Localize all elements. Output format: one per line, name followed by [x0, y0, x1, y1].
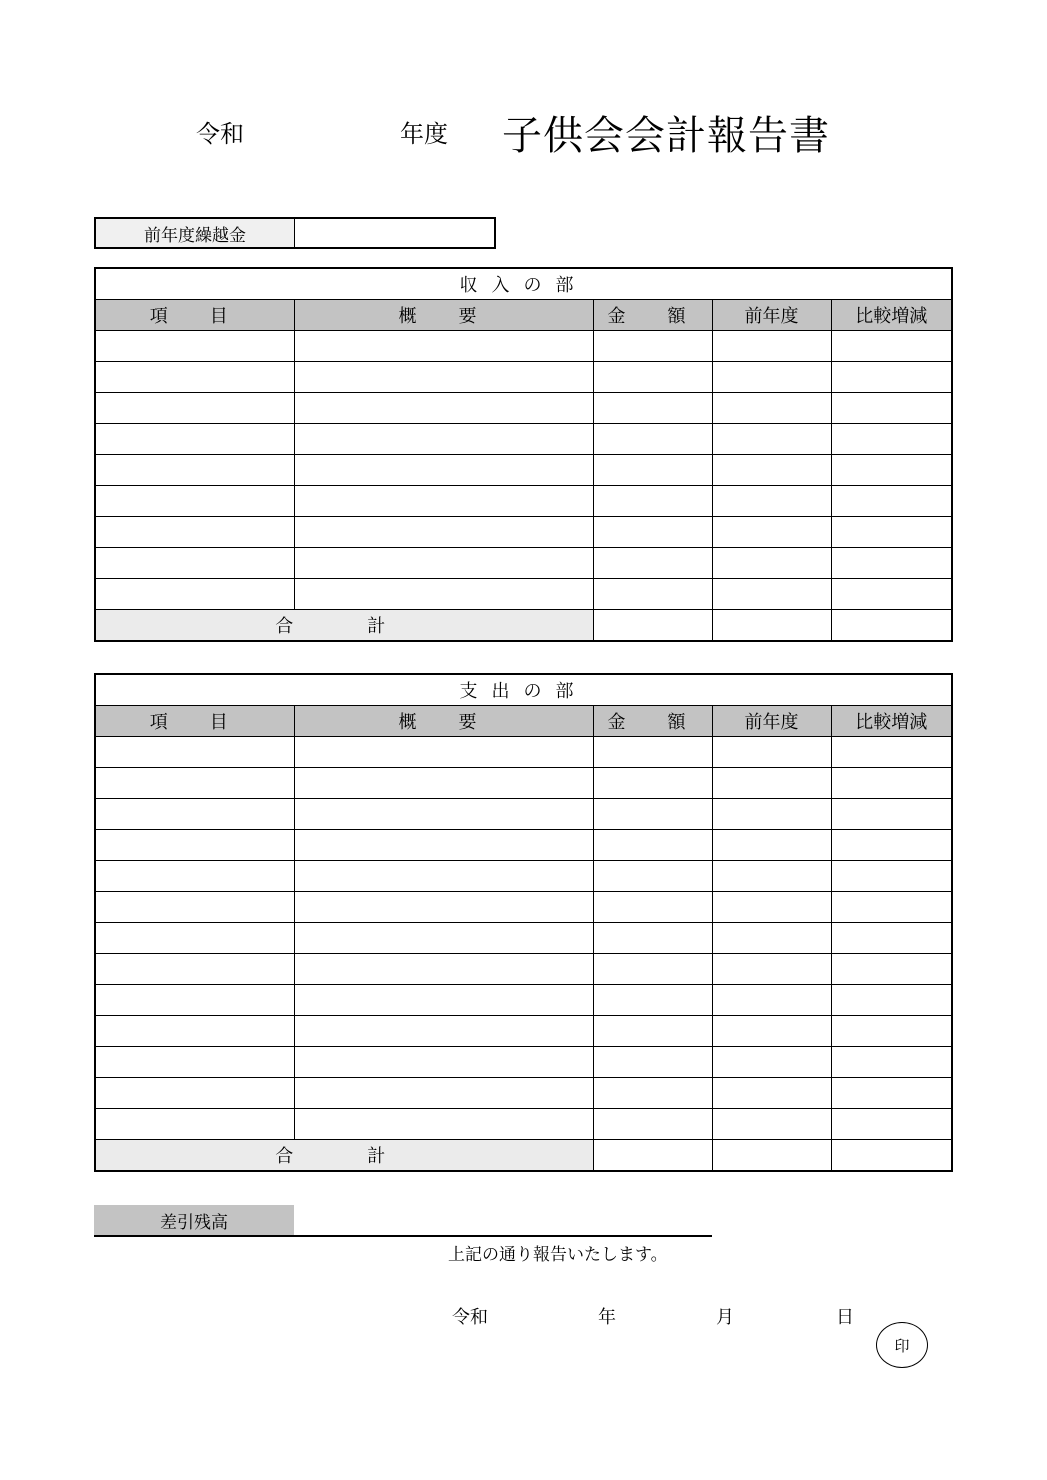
cell-difference[interactable]	[831, 985, 952, 1016]
cell-previous-year[interactable]	[712, 517, 831, 548]
cell-item[interactable]	[95, 985, 294, 1016]
cell-item[interactable]	[95, 486, 294, 517]
cell-amount[interactable]	[593, 1047, 712, 1078]
cell-summary[interactable]	[294, 985, 593, 1016]
cell-difference[interactable]	[831, 954, 952, 985]
cell-amount[interactable]	[593, 861, 712, 892]
cell-summary[interactable]	[294, 393, 593, 424]
col-header-item: 項 目	[95, 300, 294, 331]
carryover-box	[94, 217, 496, 249]
cell-amount[interactable]	[593, 331, 712, 362]
col-header-amount: 金 額	[593, 706, 712, 737]
table-row	[95, 548, 952, 579]
cell-previous-year[interactable]	[712, 892, 831, 923]
cell-amount[interactable]	[593, 424, 712, 455]
table-row	[95, 424, 952, 455]
cell-item[interactable]	[95, 517, 294, 548]
cell-summary[interactable]	[294, 1016, 593, 1047]
cell-summary[interactable]	[294, 923, 593, 954]
cell-difference[interactable]	[831, 486, 952, 517]
cell-summary[interactable]	[294, 455, 593, 486]
col-header-summary: 概 要	[294, 706, 593, 737]
report-note: 上記の通り報告いたします。	[448, 1245, 668, 1265]
cell-item[interactable]	[95, 768, 294, 799]
cell-summary[interactable]	[294, 517, 593, 548]
cell-amount[interactable]	[593, 517, 712, 548]
date-day-label: 日	[836, 1307, 854, 1328]
cell-amount[interactable]	[593, 486, 712, 517]
cell-difference[interactable]	[831, 1016, 952, 1047]
expense-total-label: 合 計	[95, 1140, 593, 1172]
cell-amount[interactable]	[593, 737, 712, 768]
cell-summary[interactable]	[294, 830, 593, 861]
table-row	[95, 331, 952, 362]
cell-item[interactable]	[95, 799, 294, 830]
seal-stamp-circle: 印	[876, 1322, 928, 1368]
cell-previous-year[interactable]	[712, 985, 831, 1016]
cell-difference[interactable]	[831, 830, 952, 861]
cell-summary[interactable]	[294, 579, 593, 610]
cell-previous-year[interactable]	[712, 579, 831, 610]
cell-summary[interactable]	[294, 1078, 593, 1109]
col-header-previous-year: 前年度	[712, 706, 831, 737]
col-header-difference: 比較増減	[831, 706, 952, 737]
cell-previous-year[interactable]	[712, 424, 831, 455]
cell-difference[interactable]	[831, 362, 952, 393]
col-header-difference: 比較増減	[831, 300, 952, 331]
cell-difference[interactable]	[831, 455, 952, 486]
cell-summary[interactable]	[294, 486, 593, 517]
expense-section-title: 支出の部	[95, 674, 952, 706]
cell-item[interactable]	[95, 455, 294, 486]
cell-previous-year[interactable]	[712, 486, 831, 517]
cell-item[interactable]	[95, 424, 294, 455]
cell-difference[interactable]	[831, 331, 952, 362]
table-row	[95, 861, 952, 892]
cell-previous-year[interactable]	[712, 1078, 831, 1109]
cell-summary[interactable]	[294, 331, 593, 362]
cell-amount[interactable]	[593, 393, 712, 424]
table-row	[95, 768, 952, 799]
table-row	[95, 799, 952, 830]
cell-item[interactable]	[95, 923, 294, 954]
cell-amount[interactable]	[593, 1016, 712, 1047]
page-title: 子供会会計報告書	[502, 113, 830, 159]
cell-item[interactable]	[95, 548, 294, 579]
cell-amount[interactable]	[593, 985, 712, 1016]
table-row	[95, 455, 952, 486]
balance-row	[94, 1205, 712, 1237]
cell-difference[interactable]	[831, 737, 952, 768]
cell-difference[interactable]	[831, 579, 952, 610]
table-row	[95, 517, 952, 548]
cell-amount[interactable]	[593, 362, 712, 393]
cell-amount[interactable]	[593, 548, 712, 579]
header-era: 令和	[196, 120, 244, 148]
income-total-label: 合 計	[95, 610, 593, 642]
cell-summary[interactable]	[294, 362, 593, 393]
cell-previous-year[interactable]	[712, 393, 831, 424]
cell-summary[interactable]	[294, 1047, 593, 1078]
cell-difference[interactable]	[831, 799, 952, 830]
date-era: 令和	[452, 1307, 488, 1328]
cell-amount[interactable]	[593, 1109, 712, 1140]
cell-previous-year[interactable]	[712, 331, 831, 362]
carryover-value-field[interactable]	[295, 219, 494, 247]
cell-previous-year[interactable]	[712, 455, 831, 486]
cell-difference[interactable]	[831, 861, 952, 892]
cell-item[interactable]	[95, 1078, 294, 1109]
table-row	[95, 954, 952, 985]
cell-item[interactable]	[95, 892, 294, 923]
table-row	[95, 737, 952, 768]
table-row	[95, 579, 952, 610]
cell-summary[interactable]	[294, 861, 593, 892]
table-row	[95, 830, 952, 861]
table-row	[95, 393, 952, 424]
table-row	[95, 1016, 952, 1047]
cell-item[interactable]	[95, 331, 294, 362]
income-section-title: 収入の部	[95, 268, 952, 300]
table-row	[95, 1109, 952, 1140]
col-header-previous-year: 前年度	[712, 300, 831, 331]
cell-item[interactable]	[95, 393, 294, 424]
col-header-item: 項 目	[95, 706, 294, 737]
cell-summary[interactable]	[294, 548, 593, 579]
income-table	[94, 267, 953, 642]
cell-previous-year[interactable]	[712, 548, 831, 579]
cell-previous-year[interactable]	[712, 1047, 831, 1078]
cell-amount[interactable]	[593, 455, 712, 486]
cell-previous-year[interactable]	[712, 1016, 831, 1047]
cell-difference[interactable]	[831, 1109, 952, 1140]
cell-summary[interactable]	[294, 737, 593, 768]
cell-summary[interactable]	[294, 1109, 593, 1140]
cell-item[interactable]	[95, 1047, 294, 1078]
cell-difference[interactable]	[831, 892, 952, 923]
cell-difference[interactable]	[831, 923, 952, 954]
cell-item[interactable]	[95, 1109, 294, 1140]
date-month-label: 月	[716, 1307, 734, 1328]
expense-total-previous[interactable]	[712, 1140, 831, 1172]
cell-amount[interactable]	[593, 830, 712, 861]
cell-previous-year[interactable]	[712, 830, 831, 861]
table-row	[95, 892, 952, 923]
cell-amount[interactable]	[593, 892, 712, 923]
income-total-amount[interactable]	[593, 610, 712, 642]
date-year-label: 年	[598, 1307, 616, 1328]
expense-table	[94, 673, 953, 1172]
cell-previous-year[interactable]	[712, 768, 831, 799]
cell-difference[interactable]	[831, 517, 952, 548]
cell-previous-year[interactable]	[712, 923, 831, 954]
cell-summary[interactable]	[294, 892, 593, 923]
cell-item[interactable]	[95, 830, 294, 861]
cell-difference[interactable]	[831, 1078, 952, 1109]
cell-amount[interactable]	[593, 1078, 712, 1109]
table-row	[95, 1047, 952, 1078]
cell-amount[interactable]	[593, 768, 712, 799]
cell-previous-year[interactable]	[712, 362, 831, 393]
cell-amount[interactable]	[593, 799, 712, 830]
balance-label: 差引残高	[94, 1205, 294, 1235]
cell-difference[interactable]	[831, 393, 952, 424]
cell-previous-year[interactable]	[712, 861, 831, 892]
carryover-label: 前年度繰越金	[96, 219, 295, 247]
table-row	[95, 486, 952, 517]
table-row	[95, 362, 952, 393]
cell-summary[interactable]	[294, 424, 593, 455]
cell-difference[interactable]	[831, 424, 952, 455]
cell-previous-year[interactable]	[712, 1109, 831, 1140]
cell-item[interactable]	[95, 362, 294, 393]
cell-amount[interactable]	[593, 954, 712, 985]
cell-difference[interactable]	[831, 1047, 952, 1078]
income-total-difference[interactable]	[831, 610, 952, 642]
cell-previous-year[interactable]	[712, 799, 831, 830]
cell-summary[interactable]	[294, 954, 593, 985]
expense-total-amount[interactable]	[593, 1140, 712, 1172]
cell-amount[interactable]	[593, 579, 712, 610]
table-row	[95, 923, 952, 954]
cell-difference[interactable]	[831, 548, 952, 579]
table-row	[95, 985, 952, 1016]
cell-difference[interactable]	[831, 768, 952, 799]
cell-item[interactable]	[95, 861, 294, 892]
cell-item[interactable]	[95, 954, 294, 985]
income-total-previous[interactable]	[712, 610, 831, 642]
col-header-summary: 概 要	[294, 300, 593, 331]
expense-total-difference[interactable]	[831, 1140, 952, 1172]
header-year-suffix: 年度	[400, 120, 448, 148]
cell-item[interactable]	[95, 579, 294, 610]
cell-summary[interactable]	[294, 768, 593, 799]
table-row	[95, 1078, 952, 1109]
cell-previous-year[interactable]	[712, 737, 831, 768]
cell-previous-year[interactable]	[712, 954, 831, 985]
cell-amount[interactable]	[593, 923, 712, 954]
cell-summary[interactable]	[294, 799, 593, 830]
col-header-amount: 金 額	[593, 300, 712, 331]
cell-item[interactable]	[95, 1016, 294, 1047]
cell-item[interactable]	[95, 737, 294, 768]
